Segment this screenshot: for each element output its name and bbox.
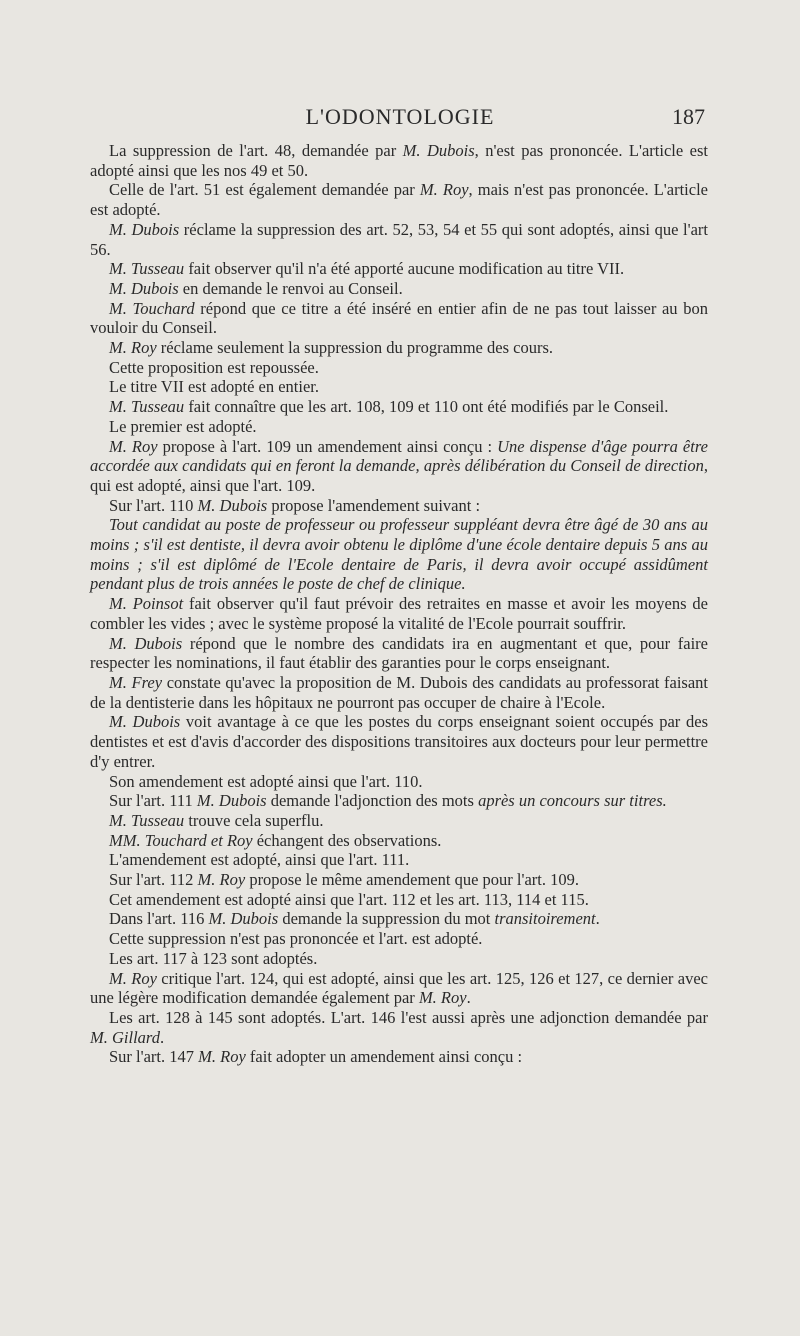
paragraph [90, 673, 708, 712]
italic-run: M. Tusseau [109, 397, 185, 417]
text-run: fait adopter un amendement ainsi conçu : [245, 1047, 523, 1067]
paragraph [90, 811, 708, 831]
paragraph [90, 969, 708, 1008]
text-run: voit avantage à ce que les postes du corps enseignant soient occupés par des dentistes et est d'avis d'accorder des dispositions transitoires aux docteurs pour leur permettre d'y entrer. [90, 712, 708, 771]
paragraph [90, 791, 708, 811]
text-run: trouve cela superflu. [184, 810, 324, 830]
text-run: répond que le nombre des candidats ira en augmentant et que, pour faire respecter les nominations, il faut établir des garanties pour le corps enseignant. [90, 633, 708, 673]
paragraph [90, 397, 708, 417]
italic-run: M. Roy [109, 436, 158, 456]
text-run: réclame seulement la suppression du programme des cours. [156, 338, 553, 358]
text-run: échangent des observations. [252, 830, 442, 850]
text-run: Le titre VII est adopté en entier. [109, 377, 319, 397]
text-run: Sur l'art. 111 [109, 791, 197, 811]
italic-run: M. Gillard [90, 1027, 160, 1047]
paragraph [90, 358, 708, 378]
text-run: réclame la suppression des art. 52, 53, 54 et 55 qui sont adoptés, ainsi que l'art 56. [90, 219, 708, 259]
italic-run: M. Dubois [109, 219, 180, 239]
italic-run: M. Frey [109, 672, 163, 692]
paragraph [90, 417, 708, 437]
text-run: en demande le renvoi au Conseil. [178, 278, 403, 298]
paragraph [90, 929, 708, 949]
text-run: . [466, 988, 471, 1008]
text-run: Dans l'art. 116 [109, 909, 209, 929]
italic-run: Une dispense d'âge pourra être accordée aux candidats qui en feront la demande, après délibération du Conseil de direction [90, 436, 708, 476]
italic-run: M. Dubois [197, 495, 268, 515]
text-run: Les art. 117 à 123 sont adoptés. [109, 948, 318, 968]
paragraph [90, 259, 708, 279]
text-run: Cette proposition est repoussée. [109, 357, 319, 377]
paragraph [90, 180, 708, 219]
italic-run: Tout candidat au poste de professeur ou professeur suppléant devra être âgé de 30 ans au moins ; s'il est dentiste, il devra avoir obtenu le diplôme d'une école dentaire depuis 5 ans au moins ; s'il est diplômé de l'Ecole dentaire de Paris, il devra avoir occupé assidûment pendant plus de trois années le poste de chef de clinique. [90, 515, 708, 594]
text-run: Son amendement est adopté ainsi que l'art. 110. [109, 771, 423, 791]
text-run: Cet amendement est adopté ainsi que l'art. 112 et les art. 113, 114 et 115. [109, 889, 589, 909]
paragraph [90, 634, 708, 673]
journal-title: L'ODONTOLOGIE [305, 104, 495, 129]
text-run: critique l'art. 124, qui est adopté, ainsi que les art. 125, 126 et 127, ce dernier avec une légère modification demandée également par [90, 968, 708, 1008]
paragraph [90, 1047, 708, 1067]
paragraph [90, 1008, 708, 1047]
text-run: Les art. 128 à 145 sont adoptés. L'art. 146 l'est aussi après une adjonction demandée par [109, 1007, 708, 1027]
text-run: propose à l'art. 109 un amendement ainsi conçu : [157, 436, 498, 456]
italic-run: M. Tusseau [109, 259, 185, 279]
italic-run: transitoirement [494, 909, 596, 929]
paragraph [90, 338, 708, 358]
paragraph [90, 831, 708, 851]
italic-run: M. Touchard [109, 298, 195, 318]
paragraph [90, 850, 708, 870]
italic-run: M. Tusseau [109, 810, 185, 830]
paragraph [90, 772, 708, 792]
text-run: , qui est adopté, ainsi que l'art. 109. [90, 456, 708, 495]
text-run: Sur l'art. 110 [109, 495, 198, 515]
text-run: propose le même amendement que pour l'art. 109. [245, 870, 579, 890]
paragraph [90, 712, 708, 771]
italic-run: M. Roy [197, 870, 246, 890]
text-run: , n'est pas prononcée. L'article est adopté ainsi que les nos 49 et 50. [90, 141, 708, 180]
paragraph [90, 141, 708, 180]
running-header [0, 104, 800, 134]
italic-run: M. Dubois [208, 909, 279, 929]
paragraph [90, 870, 708, 890]
text-run: Le premier est adopté. [109, 416, 257, 436]
italic-run: M. Roy [198, 1047, 246, 1067]
body-text [90, 141, 708, 1067]
paragraph [90, 890, 708, 910]
paragraph [90, 515, 708, 594]
paragraph [90, 909, 708, 929]
text-run: Cette suppression n'est pas prononcée et l'art. est adopté. [109, 929, 483, 949]
italic-run: M. Dubois [196, 791, 267, 811]
text-run: L'amendement est adopté, ainsi que l'art. 111. [109, 850, 410, 870]
paragraph [90, 437, 708, 496]
page-number: 187 [672, 104, 705, 129]
paragraph [90, 279, 708, 299]
italic-run: M. Dubois [109, 278, 179, 298]
text-run: . [595, 909, 600, 929]
italic-run: après un concours sur titres. [478, 791, 667, 811]
text-run: répond que ce titre a été inséré en entier afin de ne pas tout laisser au bon vouloir du Conseil. [90, 298, 708, 338]
italic-run: M. Dubois [109, 712, 181, 732]
text-run: fait observer qu'il faut prévoir des retraites en masse et avoir les moyens de combler les vides ; avec le système proposé la vitalité de l'Ecole pourrait souffrir. [90, 594, 708, 633]
text-run: La suppression de l'art. 48, demandée par [109, 141, 403, 160]
text-run: fait observer qu'il n'a été apporté aucune modification au titre VII. [184, 259, 625, 279]
text-run: . [159, 1027, 165, 1047]
text-run: , mais n'est pas prononcée. L'article est adopté. [90, 180, 708, 220]
text-run: fait connaître que les art. 108, 109 et 110 ont été modifiés par le Conseil. [184, 397, 669, 417]
italic-run: M. Roy [109, 968, 157, 988]
paragraph [90, 220, 708, 259]
paragraph [90, 377, 708, 397]
paragraph [90, 496, 708, 516]
paragraph [90, 299, 708, 338]
italic-run: M. Roy [419, 180, 469, 200]
paragraph [90, 949, 708, 969]
text-run: Celle de l'art. 51 est également demandée par [109, 180, 420, 200]
text-run: propose l'amendement suivant : [267, 495, 481, 515]
italic-run: M. Roy [109, 338, 157, 358]
text-run: demande la suppression du mot [278, 909, 495, 929]
italic-run: M. Dubois [109, 633, 183, 653]
italic-run: MM. Touchard et Roy [109, 830, 253, 850]
italic-run: M. Poinsot [109, 594, 184, 614]
text-run: constate qu'avec la proposition de M. Dubois des candidats au professorat faisant de la dentisterie dans les hôpitaux ne pourront pas occuper de chaire à l'Ecole. [90, 672, 708, 712]
text-run: Sur l'art. 147 [109, 1047, 199, 1067]
text-run: Sur l'art. 112 [109, 870, 198, 890]
text-run: demande l'adjonction des mots [266, 791, 479, 811]
paragraph [90, 594, 708, 633]
italic-run: M. Roy [418, 988, 467, 1008]
italic-run: M. Dubois [402, 141, 475, 160]
